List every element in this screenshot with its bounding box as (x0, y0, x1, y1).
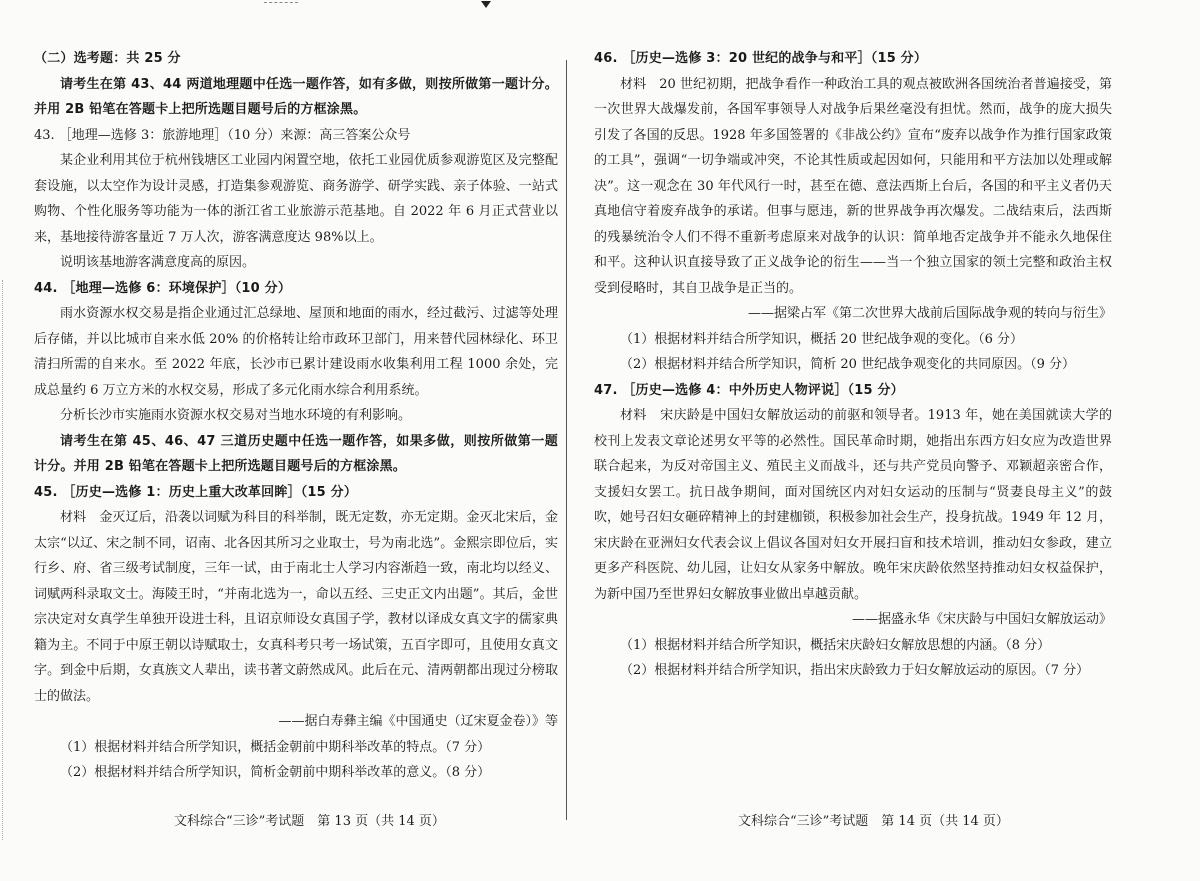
question-47-source: ——据盛永华《宋庆龄与中国妇女解放运动》 (851, 612, 1112, 627)
page-footer-left: 文科综合“三诊”考试题 第 13 页（共 14 页） (174, 814, 445, 829)
scan-marks (0, 0, 1200, 14)
question-43-prompt: 说明该基地游客满意度高的原因。 (60, 255, 256, 270)
question-46-sub-2: （2）根据材料并结合所学知识，简析 20 世纪战争观变化的共同原因。（9 分） (620, 357, 1075, 372)
question-45-sub-2: （2）根据材料并结合所学知识，简析金朝前中期科举改革的意义。（8 分） (60, 765, 491, 780)
scan-dash-mark (264, 2, 298, 3)
question-46-material: 材料 20 世纪初期，把战争看作一种政治工具的观点被欧洲各国统治者普遍接受，第一次世界大战爆发前，各国军事领导人对战争后果丝毫没有担忧。然而，战争的庞大损失引发了各国的反思。1928 年多国签署的《非战公约》宣布“废弃以战争作为推行国家政策的工具”，强调“一切争端或冲突，不论其性质或起因如何，只能用和平方法加以处理或解决”。这一观念在 30 年代风行一时，甚至在德、意法西斯上台后，各国的和平主义者仍天真地信守着废弃战争的承诺。但事与愿违，新的世界战争再次爆发。二战结束后，法西斯的残暴统治令人们不得不重新考虑原来对战争的认识：简单地否定战争并不能永久地保住和平。这种认识直接导致了正义战争论的衍生——当一个独立国家的领土完整和政治主权受到侵略时，其自卫战争是正当的。 (594, 76, 1112, 296)
question-44-prompt: 分析长沙市实施雨水资源水权交易对当地水环境的有利影响。 (60, 408, 412, 423)
page-footer-right: 文科综合“三诊”考试题 第 14 页（共 14 页） (738, 814, 1009, 829)
question-44-title: 44. ［地理—选修 6：环境保护］（10 分） (34, 280, 292, 296)
question-46-title: 46. ［历史—选修 3：20 世纪的战争与和平］（15 分） (594, 51, 928, 66)
right-page (594, 46, 1112, 684)
question-46-source: ——据梁占军《第二次世界大战前后国际战争观的转向与衍生》 (747, 306, 1112, 321)
question-45-material: 材料 金灭辽后，沿袭以词赋为科目的科举制，既无定数，亦无定期。金灭北宋后，金太宗“以辽、宋之制不同，诏南、北各因其所习之业取士，号为南北选”。金熙宗即位后，实行乡、府、省三级考试制度，三年一试，由于南北士人学习内容渐趋一致，南北均以经义、词赋两科录取文士。海陵王时，“并南北选为一，命以五经、三史正文内出题”。其后，金世宗决定对女真学生单独开设进士科，且诏京师设女真国子学，教材以译成女真文字的儒家典籍为主。不同于中原王朝以诗赋取士，女真科考只考一场试策，五百字即可，且使用女真文字。到金中后期，女真族文人辈出，读书著文蔚然成风。此后在元、清两朝都出现过分榜取士的做法。 (34, 510, 558, 704)
question-45-title: 45. ［历史—选修 1：历史上重大改革回眸］（15 分） (34, 484, 358, 500)
geography-instruction: 请考生在第 43、44 两道地理题中任选一题作答，如有多做，则按所做第一题计分。并用 2B 铅笔在答题卡上把所选题目题号后的方框涂黑。 (34, 76, 558, 117)
question-47-title: 47. ［历史—选修 4：中外历史人物评说］（15 分） (594, 382, 904, 398)
question-45-source: ——据白寿彝主编《中国通史（辽宋夏金卷）》等 (278, 714, 558, 729)
question-44-material: 雨水资源水权交易是指企业通过汇总绿地、屋顶和地面的雨水，经过截污、过滤等处理后存储，并以比城市自来水低 20% 的价格转让给市政环卫部门，用来替代园林绿化、环卫清扫所需的自来水。至 2022 年底，长沙市已累计建设雨水收集利用工程 1000 余处，完成总量约 6 万立方米的水权交易，形成了多元化雨水综合利用系统。 (34, 306, 558, 398)
binding-line (2, 280, 3, 840)
left-page (34, 46, 558, 786)
question-45-sub-1: （1）根据材料并结合所学知识，概括金朝前中期科举改革的特点。（7 分） (60, 739, 491, 755)
question-43-title: 43. ［地理—选修 3：旅游地理］（10 分）来源：高三答案公众号 (34, 127, 411, 143)
question-47-sub-1: （1）根据材料并结合所学知识，概括宋庆龄妇女解放思想的内涵。（8 分） (620, 637, 1051, 653)
scan-triangle-mark (481, 1, 491, 8)
page-divider (566, 60, 567, 820)
history-instruction: 请考生在第 45、46、47 三道历史题中任选一题作答，如果多做，则按所做第一题计分。并用 2B 铅笔在答题卡上把所选题目题号后的方框涂黑。 (34, 433, 558, 474)
question-43-material: 某企业利用其位于杭州钱塘区工业园内闲置空地，依托工业园优质参观游览区及完整配套设施，以太空作为设计灵感，打造集参观游览、商务游学、研学实践、亲子体验、一站式购物、个性化服务等功能为一体的浙江省工业旅游示范基地。自 2022 年 6 月正式营业以来，基地接待游客量近 7 万人次，游客满意度达 98%以上。 (34, 153, 558, 245)
question-46-sub-1: （1）根据材料并结合所学知识，概括 20 世纪战争观的变化。（6 分） (620, 331, 1023, 347)
section-heading: （二）选考题：共 25 分 (34, 51, 181, 66)
question-47-material: 材料 宋庆龄是中国妇女解放运动的前驱和领导者。1913 年，她在美国就读大学的校刊上发表文章论述男女平等的必然性。国民革命时期，她指出东西方妇女应为改造世界联合起来，为反对帝国主义、殖民主义而战斗，还与共产党员向警予、邓颖超亲密合作，支援妇女罢工。抗日战争期间，面对国统区内对妇女运动的压制与“贤妻良母主义”的鼓吹，她号召妇女砸碎精神上的封建枷锁，积极参加社会生产，投身抗战。1949 年 12 月，宋庆龄在亚洲妇女代表会议上倡议各国对妇女开展扫盲和技术培训，推动妇女参政，建立更多产科医院、幼儿园，让妇女从家务中解放。晚年宋庆龄依然坚持推动妇女权益保护，为新中国乃至世界妇女解放事业做出卓越贡献。 (594, 408, 1112, 602)
question-47-sub-2: （2）根据材料并结合所学知识，指出宋庆龄致力于妇女解放运动的原因。（7 分） (620, 663, 1090, 678)
